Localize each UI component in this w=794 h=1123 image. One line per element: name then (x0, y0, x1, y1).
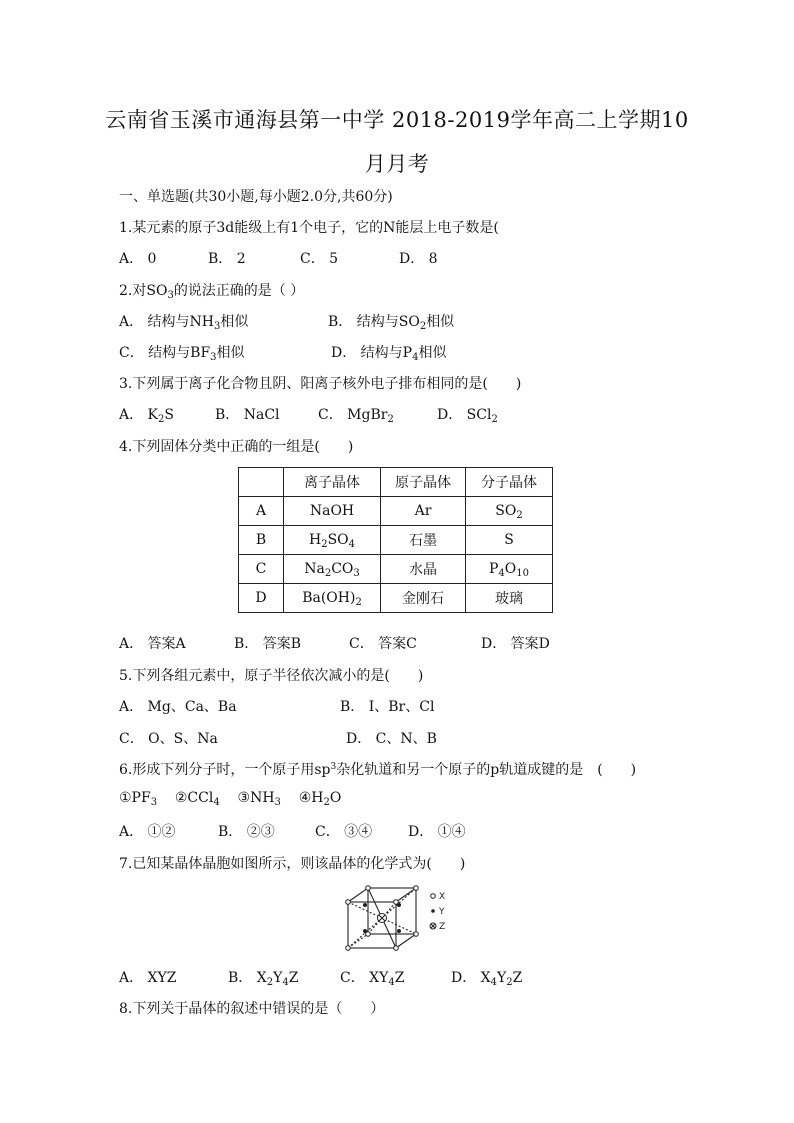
legend-x-icon (431, 894, 436, 899)
atom-x (414, 886, 419, 891)
atom-y (363, 929, 367, 933)
row-label: D (239, 584, 284, 613)
q5-option-c: C． O、S、Na (119, 731, 218, 747)
q1-option-c: C． 5 (300, 251, 339, 267)
question-5-stem: 5.下列各组元素中，原子半径依次减小的是( ) (119, 668, 424, 684)
legend-y-label: Y (439, 907, 445, 917)
q7-option-a: A． XYZ (119, 970, 177, 986)
question-4-stem: 4.下列固体分类中正确的一组是( ) (119, 439, 354, 455)
q3-option-b: B． NaCl (215, 407, 280, 423)
atom-x (366, 886, 371, 891)
q3-option-d: D． SCl$_2$ (437, 407, 498, 425)
q5-option-a: A． Mg、Ca、Ba (119, 699, 237, 715)
q6-option-c: C． ③④ (315, 824, 373, 840)
row-label: A (239, 497, 284, 526)
q2-option-d: D． 结构与$P_4$相似 (331, 345, 447, 363)
q3-option-a: A． $K_2S$ (119, 407, 174, 425)
atomic-cell: 金刚石 (381, 584, 466, 613)
question-3-stem: 3.下列属于离子化合物且阴、阳离子核外电子排布相同的是( ) (119, 376, 522, 392)
q1-option-d: D． 8 (399, 251, 438, 267)
page-title-line-1: 云南省玉溪市通海县第一中学 2018-2019学年高二上学期10 (105, 108, 689, 132)
table-row (239, 497, 553, 526)
row-label: B (239, 526, 284, 555)
atomic-cell: 石墨 (381, 526, 466, 555)
q2-stem-text: 2.对SO (119, 283, 168, 299)
q1-option-a: A． 0 (119, 251, 157, 267)
q2-option-b: B． 结构与$SO_2$相似 (328, 314, 455, 332)
table-row (239, 555, 553, 584)
question-8-stem: 8.下列关于晶体的叙述中错误的是（ ） (119, 1001, 385, 1017)
page-title-line-2: 月月考 (364, 152, 430, 176)
q2-stem-text-2: 的说法正确的是（ ） (173, 283, 305, 299)
q4-option-d: D． 答案D (481, 636, 550, 652)
atomic-cell: Ar (381, 497, 466, 526)
q4-option-c: C． 答案C (349, 636, 417, 652)
crystal-classification-table (238, 467, 553, 613)
atom-x (346, 946, 351, 951)
table-header-cell: 分子晶体 (466, 468, 553, 497)
question-6-stem: 6.形成下列分子时，一个原子用$sp^3$杂化轨道和另一个原子的p轨道成键的是 ( ) (119, 762, 637, 778)
ionic-cell: NaOH (284, 497, 381, 526)
ionic-cell: $H_2SO_4$ (284, 526, 381, 555)
ionic-cell: $Na_2CO_3$ (284, 555, 381, 584)
atom-x (414, 932, 419, 937)
table-row (239, 584, 553, 613)
question-7-stem: 7.已知某晶体晶胞如图所示，则该晶体的化学式为( ) (119, 856, 466, 872)
q6-option-b: B． ②③ (218, 824, 275, 840)
row-label: C (239, 555, 284, 584)
ionic-cell: $Ba(OH)_2$ (284, 584, 381, 613)
q1-option-b: B． 2 (208, 251, 246, 267)
legend-y-icon (431, 909, 435, 913)
q6-option-a: A． ①② (119, 824, 176, 840)
q7-option-b: B． $X_2Y_4Z$ (228, 970, 299, 988)
q5-option-d: D． C、N、B (346, 731, 437, 747)
unit-cell-diagram (340, 884, 460, 954)
atom-y (397, 903, 401, 907)
q4-option-b: B． 答案B (234, 636, 302, 652)
molecular-cell: S (466, 526, 553, 555)
question-2-stem (119, 280, 304, 300)
table-header-cell: 离子晶体 (284, 468, 381, 497)
atom-y (363, 903, 367, 907)
legend-z-label: Z (439, 922, 446, 932)
atom-x (394, 946, 399, 951)
q6-molecule-list: $①PF_3$ ②CCl$_4$ $③NH_3$ $④H_2O$ (119, 790, 342, 808)
table-row (239, 526, 553, 555)
atom-y (397, 929, 401, 933)
q7-option-d: D． $X_4Y_2Z$ (451, 970, 523, 988)
q3-option-c: C． MgBr$_2$ (318, 407, 394, 425)
molecular-cell: $P_4O_{10}$ (466, 555, 553, 584)
table-header-cell (239, 468, 284, 497)
atom-x (346, 900, 351, 905)
molecular-cell: $SO_2$ (466, 497, 553, 526)
q7-option-c: C． $XY_4Z$ (340, 970, 405, 988)
q2-stem-sub: 3 (167, 290, 174, 301)
table-header-row (239, 468, 553, 497)
question-1-stem: 1.某元素的原子3d能级上有1个电子，它的N能层上电子数是( (119, 220, 499, 236)
q6-option-d: D． ①④ (408, 824, 466, 840)
legend-x-label: X (439, 892, 446, 902)
q5-option-b: B． I、Br、Cl (340, 699, 435, 715)
molecular-cell: 玻璃 (466, 584, 553, 613)
section-heading: 一、单选题(共30小题,每小题2.0分,共60分) (119, 189, 393, 205)
q4-option-a: A． 答案A (119, 636, 186, 652)
q2-option-a: A． 结构与$NH_3$相似 (119, 314, 249, 332)
atomic-cell: 水晶 (381, 555, 466, 584)
q2-option-c: C． 结构与$BF_3$相似 (119, 345, 245, 363)
table-header-cell: 原子晶体 (381, 468, 466, 497)
